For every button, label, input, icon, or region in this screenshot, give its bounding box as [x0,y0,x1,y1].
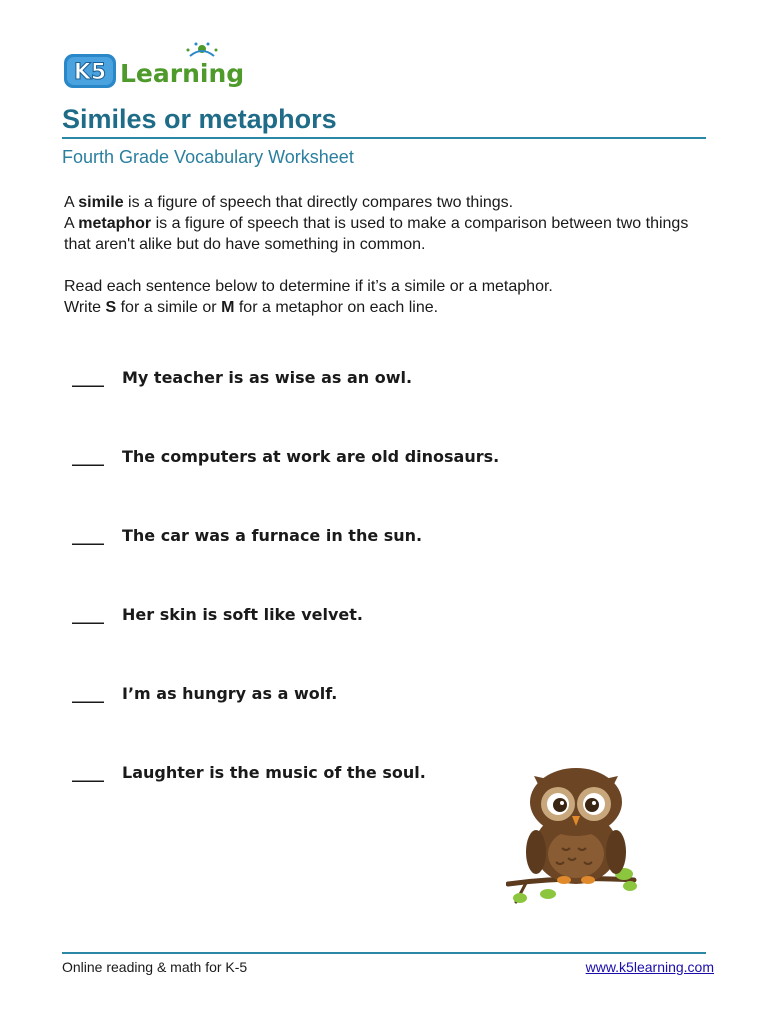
footer-website-link[interactable]: www.k5learning.com [585,959,714,975]
footer-tagline: Online reading & math for K-5 [62,959,248,975]
question-item [72,684,337,703]
worksheet-title: Similes or metaphors [62,104,337,134]
svg-text:Learning: Learning [120,59,244,88]
question-item [72,368,412,387]
svg-text:K5: K5 [73,60,107,85]
intro-text [64,192,714,318]
question-text: Laughter is the music of the soul. [122,763,426,782]
question-text: The computers at work are old dinosaurs. [122,447,500,466]
answer-blank[interactable]: ____ [72,605,104,624]
answer-blank[interactable]: ____ [72,526,104,545]
k5-learning-logo [62,40,244,92]
worksheet-subtitle: Fourth Grade Vocabulary Worksheet [62,147,354,167]
instruction-line-1: Read each sentence below to determine if it’s a simile or a metaphor. [64,278,553,295]
answer-blank[interactable]: ____ [72,447,104,466]
answer-blank[interactable]: ____ [72,368,104,387]
metaphor-definition: A metaphor is a figure of speech that is used to make a comparison between two things that aren't alike but do have something in common. [64,215,689,253]
answer-blank[interactable]: ____ [72,763,104,782]
question-text: My teacher is as wise as an owl. [122,368,413,387]
question-item [72,447,499,466]
answer-blank[interactable]: ____ [72,684,104,703]
footer-divider [62,952,706,954]
question-item [72,526,422,545]
question-item [72,763,426,782]
owl-illustration [506,762,640,910]
question-item [72,605,363,624]
simile-definition: A simile is a figure of speech that directly compares two things. [64,194,514,211]
instruction-line-2: Write S for a simile or M for a metaphor on each line. [64,299,439,316]
question-text: The car was a furnace in the sun. [122,526,423,545]
question-text: I’m as hungry as a wolf. [122,684,338,703]
question-text: Her skin is soft like velvet. [122,605,363,624]
title-divider [62,137,706,139]
